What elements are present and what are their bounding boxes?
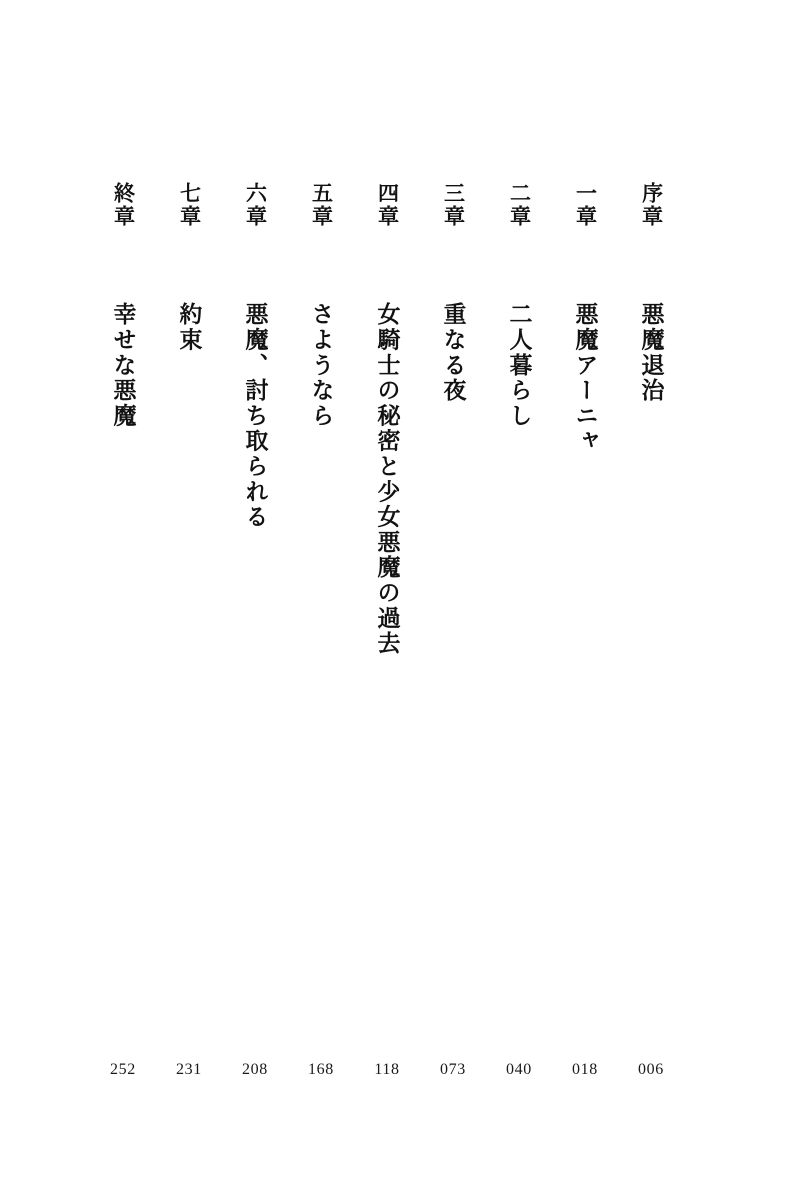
toc-page-number: 073	[440, 1061, 466, 1078]
toc-entry	[288, 182, 354, 429]
toc-page-number: 040	[506, 1061, 532, 1078]
toc-entry	[90, 182, 156, 429]
chapter-title: 悪魔退治	[638, 302, 664, 404]
chapter-label: 四章	[375, 182, 400, 229]
toc-page-number: 252	[110, 1061, 136, 1078]
toc-entry	[354, 182, 420, 656]
chapter-title: 約束	[176, 302, 202, 353]
chapter-title: 女騎士の秘密と少女悪魔の過去	[374, 302, 400, 657]
toc-page-number: 168	[308, 1061, 334, 1078]
chapter-label: 一章	[573, 182, 598, 229]
chapter-label: 五章	[309, 182, 334, 229]
chapter-label: 六章	[243, 182, 268, 229]
chapter-title: さようなら	[308, 302, 334, 429]
chapter-label: 終章	[111, 182, 136, 229]
toc-entry	[486, 182, 552, 429]
toc-page-number: 118	[374, 1061, 400, 1078]
chapter-title: 二人暮らし	[506, 302, 532, 429]
toc-entry	[552, 182, 618, 454]
toc-page-number: 006	[638, 1061, 664, 1078]
toc-page-number: 231	[176, 1061, 202, 1078]
chapter-title: 悪魔、討ち取られる	[242, 302, 268, 530]
chapter-title: 悪魔アーニャ	[572, 302, 598, 454]
chapter-label: 二章	[507, 182, 532, 229]
chapter-title: 幸せな悪魔	[110, 302, 136, 429]
toc-entry	[222, 182, 288, 530]
chapter-label: 三章	[441, 182, 466, 229]
toc-entry	[156, 182, 222, 353]
chapter-label: 序章	[639, 182, 664, 229]
toc-page-number-list	[88, 1058, 684, 1082]
toc-entry	[618, 182, 684, 403]
toc-entry-list	[88, 182, 684, 742]
toc-page-number: 018	[572, 1061, 598, 1078]
chapter-title: 重なる夜	[440, 302, 466, 404]
chapter-label: 七章	[177, 182, 202, 229]
toc-page-number: 208	[242, 1061, 268, 1078]
toc-entry	[420, 182, 486, 403]
